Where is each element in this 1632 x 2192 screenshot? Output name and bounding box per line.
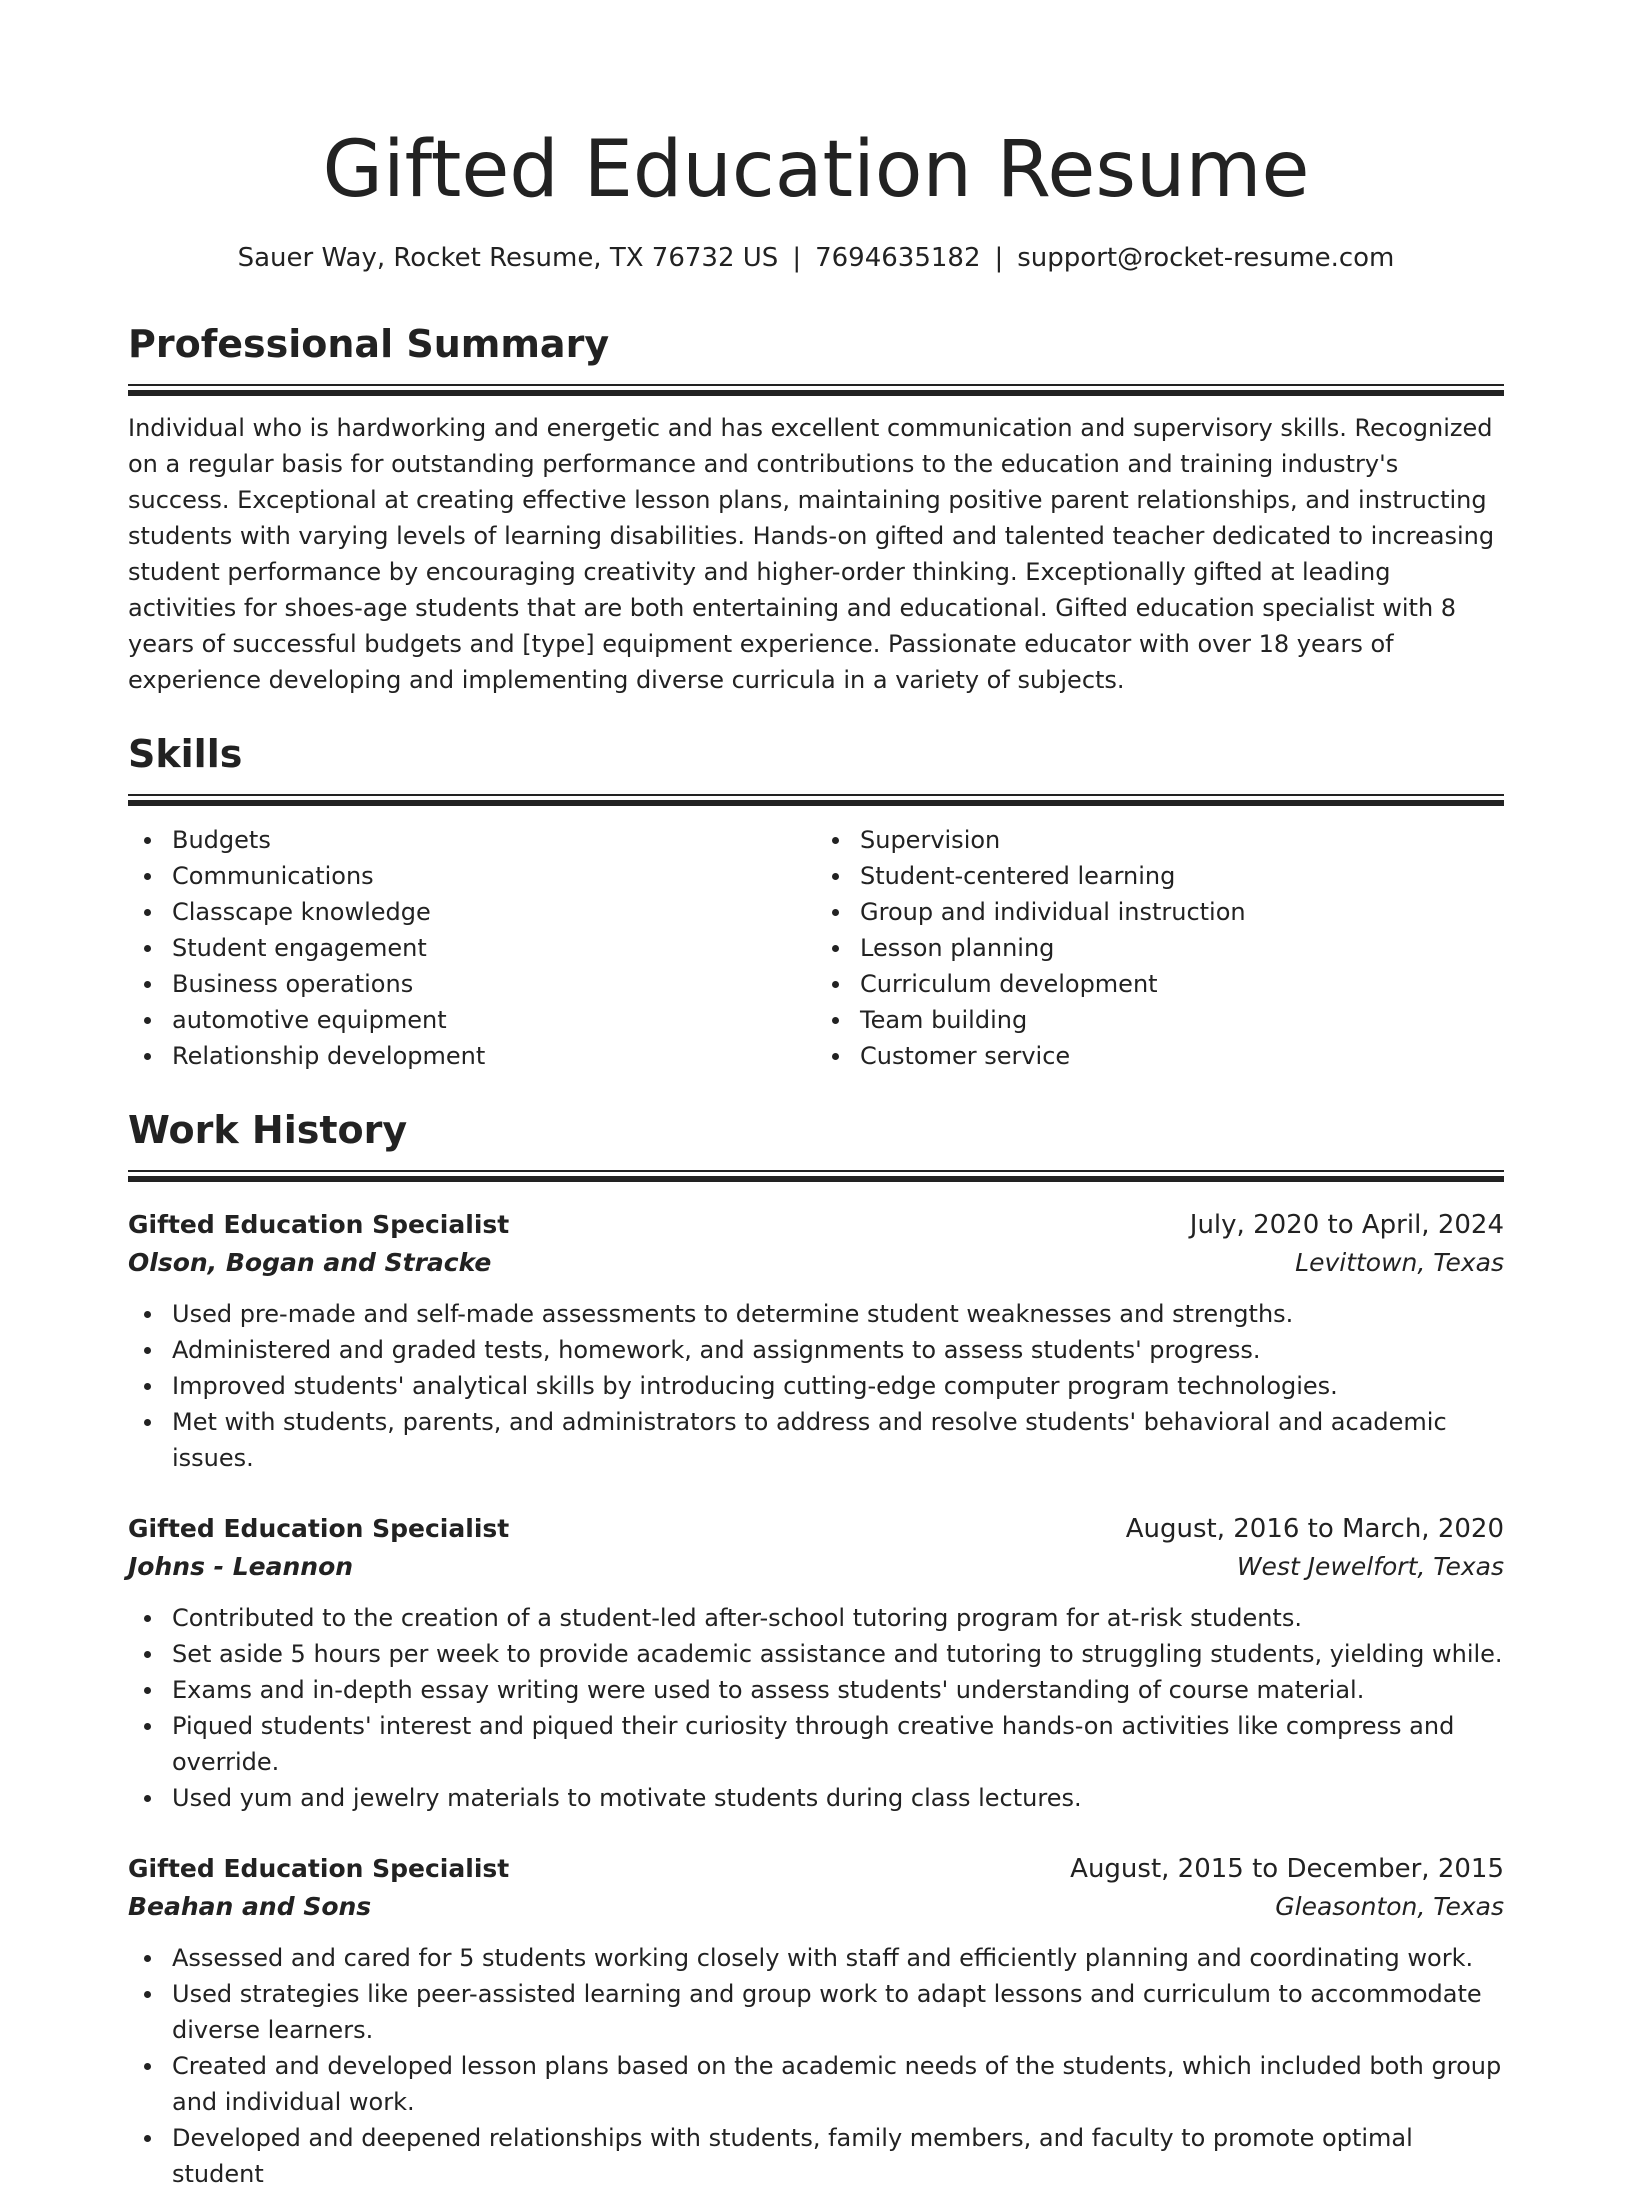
- job-bullet: Used yum and jewelry materials to motivate students during class lectures.: [128, 1780, 1504, 1816]
- job-entry: [128, 1206, 1504, 1476]
- contact-line: [128, 240, 1504, 276]
- job-location: West Jewelfort, Texas: [1236, 1552, 1504, 1581]
- job-subheader-row: [128, 1244, 1504, 1282]
- job-dates: July, 2020 to April, 2024: [1189, 1210, 1504, 1240]
- section-divider: [128, 1170, 1504, 1182]
- skill-item: Relationship development: [128, 1038, 816, 1074]
- job-bullets: [128, 1940, 1504, 2192]
- job-bullet: Assessed and cared for 5 students working closely with staff and efficiently planning and coordinating work.: [128, 1940, 1504, 1976]
- job-header-row: [128, 1850, 1504, 1888]
- skill-item: Business operations: [128, 966, 816, 1002]
- contact-address: Sauer Way, Rocket Resume, TX 76732 US: [237, 243, 779, 273]
- skill-item: Curriculum development: [816, 966, 1504, 1002]
- contact-separator: |: [994, 243, 1004, 273]
- job-bullet: Administered and graded tests, homework, and assignments to assess students' progress.: [128, 1332, 1504, 1368]
- skills-list-left: [128, 822, 816, 1074]
- job-subheader-row: [128, 1888, 1504, 1926]
- skill-item: Lesson planning: [816, 930, 1504, 966]
- resume-title: Gifted Education Resume: [322, 125, 1310, 215]
- job-entry: [128, 1850, 1504, 2192]
- skill-item: Customer service: [816, 1038, 1504, 1074]
- skill-item: Communications: [128, 858, 816, 894]
- section-divider: [128, 384, 1504, 396]
- section-title-skills: Skills: [128, 732, 243, 776]
- job-bullets: [128, 1296, 1504, 1476]
- contact-email: support@rocket-resume.com: [1017, 243, 1395, 273]
- job-location: Levittown, Texas: [1295, 1248, 1504, 1277]
- summary-text: Individual who is hardworking and energetic and has excellent communication and supervisory skills. Recognized on a regular basis for outstanding performance and contributions to the education and training industry's success. Exceptional at creating effective lesson plans, maintaining positive parent relationships, and instructing students with varying levels of learning disabilities. Hands-on gifted and talented teacher dedicated to increasing student performance by encouraging creativity and higher-order thinking. Exceptionally gifted at leading activities for shoes-age students that are both entertaining and educational. Gifted education specialist with 8 years of successful budgets and [type] equipment experience. Passionate educator with over 18 years of experience developing and implementing diverse curricula in a variety of subjects.: [128, 414, 1495, 694]
- job-title: Gifted Education Specialist: [128, 1514, 510, 1543]
- job-location: Gleasonton, Texas: [1275, 1892, 1504, 1921]
- skill-item: Budgets: [128, 822, 816, 858]
- skill-item: Group and individual instruction: [816, 894, 1504, 930]
- job-title: Gifted Education Specialist: [128, 1854, 510, 1883]
- job-company: Beahan and Sons: [128, 1892, 372, 1921]
- job-company: Johns - Leannon: [128, 1552, 354, 1581]
- job-title: Gifted Education Specialist: [128, 1210, 510, 1239]
- skill-item: Supervision: [816, 822, 1504, 858]
- job-bullet: Set aside 5 hours per week to provide academic assistance and tutoring to struggling students, yielding while.: [128, 1636, 1504, 1672]
- job-entry: [128, 1510, 1504, 1816]
- job-bullet: Met with students, parents, and administrators to address and resolve students' behavioral and academic issues.: [128, 1404, 1504, 1476]
- job-bullet: Piqued students' interest and piqued their curiosity through creative hands-on activities like compress and override.: [128, 1708, 1504, 1780]
- skills-columns: [128, 822, 1504, 1074]
- professional-summary-section: [128, 318, 1504, 698]
- job-bullet: Exams and in-depth essay writing were used to assess students' understanding of course material.: [128, 1672, 1504, 1708]
- skill-item: Student engagement: [128, 930, 816, 966]
- skill-item: Student-centered learning: [816, 858, 1504, 894]
- contact-phone: 7694635182: [815, 243, 981, 273]
- skill-item: Classcape knowledge: [128, 894, 816, 930]
- job-bullet: Used pre-made and self-made assessments to determine student weaknesses and strengths.: [128, 1296, 1504, 1332]
- job-company: Olson, Bogan and Stracke: [128, 1248, 492, 1277]
- skill-item: Team building: [816, 1002, 1504, 1038]
- job-bullet: Contributed to the creation of a student-led after-school tutoring program for at-risk students.: [128, 1600, 1504, 1636]
- skills-list-right: [816, 822, 1504, 1074]
- job-header-row: [128, 1206, 1504, 1244]
- work-history-section: [128, 1104, 1504, 2192]
- section-divider: [128, 794, 1504, 806]
- job-bullet: Developed and deepened relationships with students, family members, and faculty to promote optimal student: [128, 2120, 1504, 2192]
- contact-separator: |: [792, 243, 802, 273]
- job-dates: August, 2016 to March, 2020: [1125, 1514, 1504, 1544]
- skills-section: [128, 728, 1504, 1074]
- job-header-row: [128, 1510, 1504, 1548]
- job-bullets: [128, 1600, 1504, 1816]
- job-subheader-row: [128, 1548, 1504, 1586]
- skill-item: automotive equipment: [128, 1002, 816, 1038]
- section-title-summary: Professional Summary: [128, 322, 610, 366]
- job-dates: August, 2015 to December, 2015: [1070, 1854, 1504, 1884]
- job-bullet: Used strategies like peer-assisted learning and group work to adapt lessons and curriculum to accommodate diverse learners.: [128, 1976, 1504, 2048]
- section-title-work-history: Work History: [128, 1108, 408, 1152]
- job-bullet: Improved students' analytical skills by introducing cutting-edge computer program technologies.: [128, 1368, 1504, 1404]
- job-bullet: Created and developed lesson plans based on the academic needs of the students, which included both group and individual work.: [128, 2048, 1504, 2120]
